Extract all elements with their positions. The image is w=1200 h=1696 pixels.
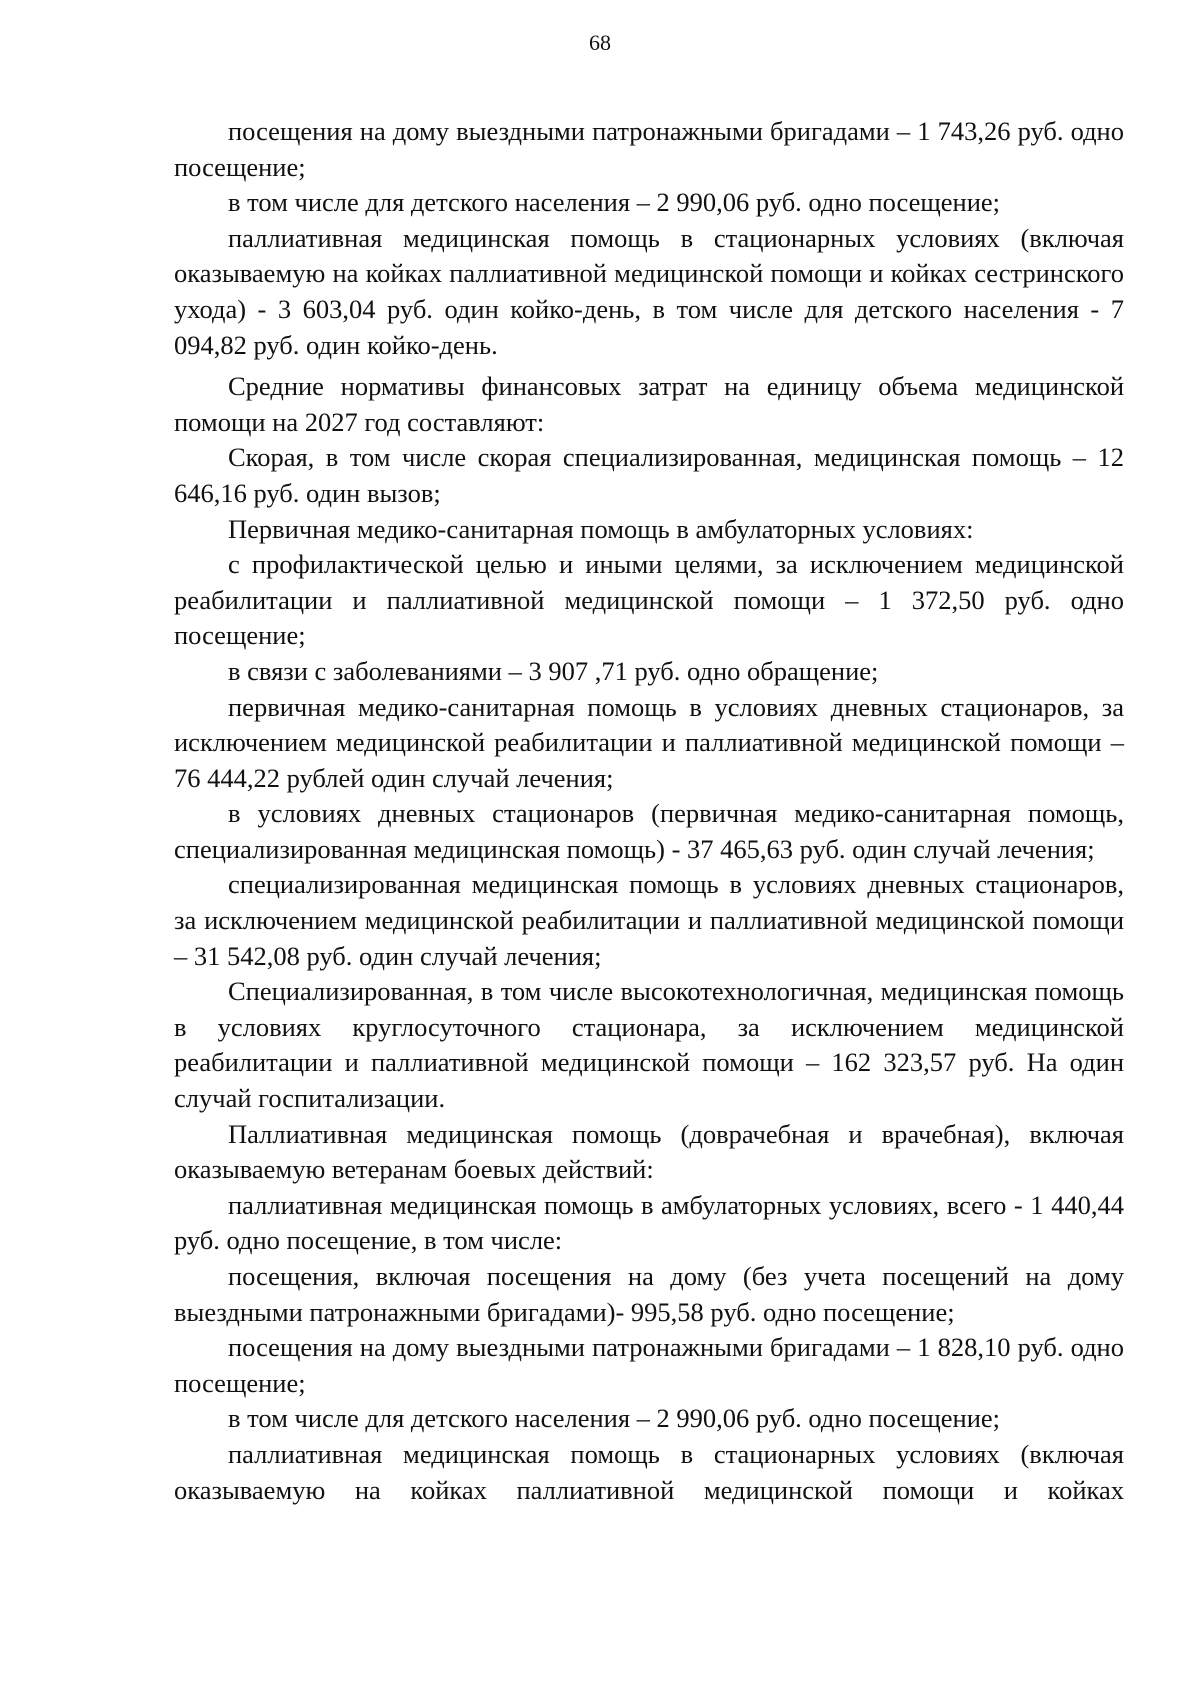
paragraph: в том числе для детского населения – 2 990,06 руб. одно посещение;	[228, 1403, 1001, 1434]
paragraph: специализированная медицинская помощь в условиях дневных стационаров, за исключением медицинской реабилитации и паллиативной медицинской помощи – 31 542,08 руб. один случай лечения;	[174, 869, 1124, 971]
paragraph: паллиативная медицинская помощь в стационарных условиях (включая оказываемую на койках паллиативной медицинской помощи и койках сестринского ухода) - 3 603,04 руб. один койко-день, в том числе для детского населения - 7 094,82 руб. один койко-день.	[174, 222, 1124, 360]
paragraph: первичная медико-санитарная помощь в условиях дневных стационаров, за исключением медицинской реабилитации и паллиативной медицинской помощи – 76 444,22 рублей один случай лечения;	[174, 691, 1124, 793]
paragraph: посещения на дому выездными патронажными бригадами – 1 743,26 руб. одно посещение;	[174, 116, 1124, 182]
paragraph: в связи с заболеваниями – 3 907 ,71 руб. одно обращение;	[228, 655, 879, 686]
paragraph: Скорая, в том числе скорая специализированная, медицинская помощь – 12 646,16 руб. один вызов;	[174, 442, 1124, 508]
paragraph: посещения, включая посещения на дому (без учета посещений на дому выездными патронажными бригадами)- 995,58 руб. одно посещение;	[174, 1261, 1124, 1327]
paragraph: с профилактической целью и иными целями, за исключением медицинской реабилитации и паллиативной медицинской помощи – 1 372,50 руб. одно посещение;	[174, 549, 1124, 651]
paragraph: Специализированная, в том числе высокотехнологичная, медицинская помощь в условиях круглосуточного стационара, за исключением медицинской реабилитации и паллиативной медицинской помощи – 162 323,57 руб. На один случай госпитализации.	[174, 976, 1124, 1114]
paragraph: паллиативная медицинская помощь в амбулаторных условиях, всего - 1 440,44 руб. одно посещение, в том числе:	[174, 1189, 1124, 1256]
paragraph: Первичная медико-санитарная помощь в амбулаторных условиях:	[228, 513, 974, 544]
page-number: 68	[589, 30, 611, 55]
paragraph: в условиях дневных стационаров (первичная медико-санитарная помощь, специализированная медицинская помощь) - 37 465,63 руб. один случай лечения;	[174, 798, 1124, 864]
paragraph: Паллиативная медицинская помощь (доврачебная и врачебная), включая оказываемую ветеранам боевых действий:	[174, 1118, 1124, 1185]
document-body	[174, 114, 1124, 1508]
paragraph: паллиативная медицинская помощь в стационарных условиях (включая оказываемую на койках паллиативной медицинской помощи и койках	[174, 1438, 1124, 1505]
paragraph: в том числе для детского населения – 2 990,06 руб. одно посещение;	[228, 187, 1001, 218]
paragraph: посещения на дому выездными патронажными бригадами – 1 828,10 руб. одно посещение;	[174, 1332, 1124, 1398]
paragraph: Средние нормативы финансовых затрат на единицу объема медицинской помощи на 2027 год составляют:	[174, 371, 1124, 437]
